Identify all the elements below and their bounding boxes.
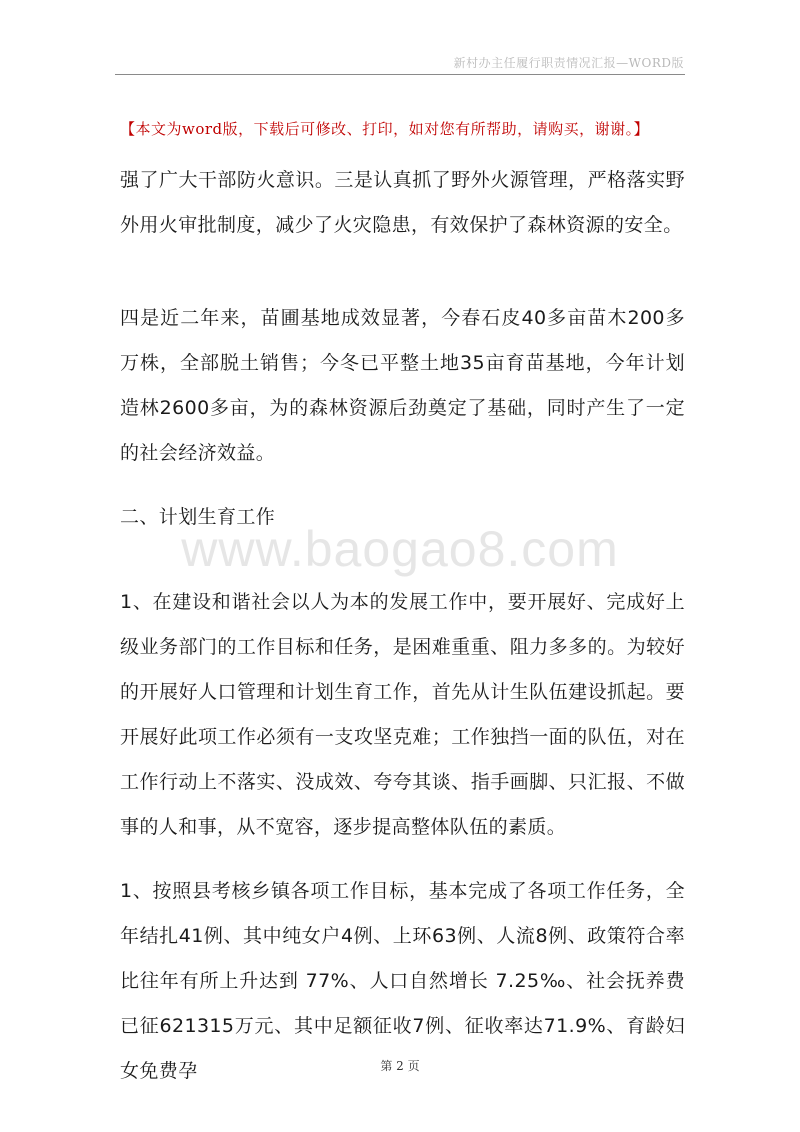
purchase-notice: 【本文为word版，下载后可修改、打印，如对您有所帮助，请购买，谢谢。】 [120, 120, 650, 138]
watermark: www.baogao8.com [181, 521, 619, 577]
page-number: 第 2 页 [380, 1059, 420, 1073]
header-title: 新村办主任履行职责情况汇报—WORD版 [453, 56, 684, 70]
paragraph-work-targets: 1、按照县考核乡镇各项工作目标，基本完成了各项工作任务，全年结扎41例、其中纯女户4例、上环63例、人流8例、政策符合率比往年有所上升达到 77%、人口自然增长 7.25‰、社会抚养费已征621315万元、其中足额征收7例、征收率达71.9%、育龄妇女免费孕 [120, 880, 685, 1082]
section-heading-family-planning: 二、计划生育工作 [120, 506, 276, 528]
paragraph-nursery-base: 四是近二年来，苗圃基地成效显著，今春石皮40多亩苗木200多万株，全部脱土销售；今冬已平整土地35亩育苗基地，今年计划造林2600多亩，为的森林资源后劲奠定了基础，同时产生了一定的社会经济效益。 [120, 307, 685, 464]
header-divider [115, 74, 685, 75]
paragraph-team-building: 1、在建设和谐社会以人为本的发展工作中，要开展好、完成好上级业务部门的工作目标和任务，是困难重重、阻力多多的。为较好的开展好人口管理和计划生育工作，首先从计生队伍建设抓起。要开展好此项工作必须有一支攻坚克难；工作独挡一面的队伍，对在工作行动上不落实、没成效、夸夸其谈、指手画脚、只汇报、不做事的人和事，从不宽容，逐步提高整体队伍的素质。 [120, 591, 685, 838]
paragraph-fire-management: 强了广大干部防火意识。三是认真抓了野外火源管理，严格落实野外用火审批制度，减少了火灾隐患，有效保护了森林资源的安全。 [120, 169, 685, 236]
